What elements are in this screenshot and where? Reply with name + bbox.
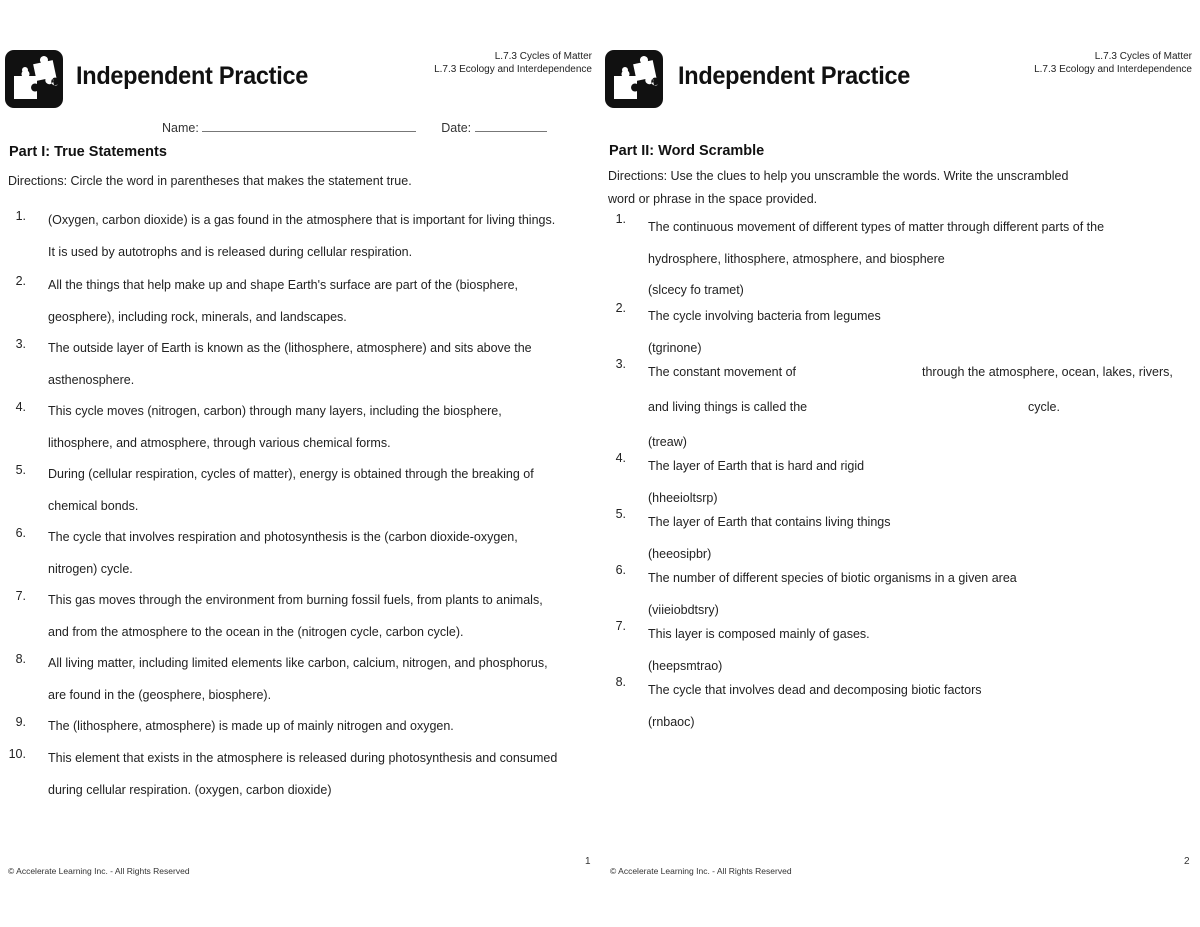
item-text: The cycle that involves dead and decomposing biotic factors — [648, 683, 982, 697]
list-item — [600, 563, 1200, 626]
list-item — [0, 459, 600, 522]
brand-title: Independent Practice — [678, 62, 911, 90]
item-text: The layer of Earth that is hard and rigid — [648, 459, 865, 473]
item-number: 8. — [15, 652, 26, 666]
list-item — [0, 585, 600, 648]
list-item — [600, 357, 1200, 458]
item-text: This element that exists in the atmosphere is released during photosynthesis and consumed — [48, 751, 558, 765]
puzzle-logo-icon — [5, 50, 63, 108]
item-text: This layer is composed mainly of gases. — [648, 627, 870, 641]
item-text: (Oxygen, carbon dioxide) is a gas found in the atmosphere that is important for living things. — [48, 213, 556, 227]
word-scramble-list — [600, 212, 1200, 738]
item-text: This cycle moves (nitrogen, carbon) through many layers, including the biosphere, — [48, 404, 502, 418]
item-number: 2. — [615, 301, 626, 315]
item-text: geosphere), including rock, minerals, and landscapes. — [48, 309, 347, 324]
item-number: 3. — [15, 337, 26, 351]
puzzle-logo-icon — [605, 50, 663, 108]
name-date-row — [162, 120, 547, 135]
standard-line: L.7.3 Ecology and Interdependence — [1034, 64, 1192, 75]
item-number: 4. — [15, 400, 26, 414]
scrambled-word: (heepsmtrao) — [648, 658, 723, 673]
list-item — [0, 205, 600, 270]
list-item — [600, 451, 1200, 514]
list-item — [0, 743, 600, 806]
scrambled-word: (heeosipbr) — [648, 546, 712, 561]
list-item — [0, 396, 600, 459]
item-number: 1. — [15, 209, 26, 223]
scrambled-word: (treaw) — [648, 434, 687, 449]
item-text: All the things that help make up and shape Earth's surface are part of the (biosphere, — [48, 278, 519, 292]
name-blank-line[interactable] — [202, 120, 416, 132]
item-text: All living matter, including limited elements like carbon, calcium, nitrogen, and phosphorus, — [48, 656, 548, 670]
item-text: lithosphere, and atmosphere, through various chemical forms. — [48, 435, 391, 450]
date-blank-line[interactable] — [475, 120, 547, 132]
item-text: The cycle that involves respiration and photosynthesis is the (carbon dioxide-oxygen, — [48, 530, 518, 544]
date-label: Date: — [441, 121, 472, 135]
scrambled-word: (slcecy fo tramet) — [648, 283, 744, 297]
item-number: 9. — [15, 715, 26, 729]
item-text: are found in the (geosphere, biosphere). — [48, 687, 272, 702]
item-text: chemical bonds. — [48, 498, 139, 513]
list-item — [0, 333, 600, 396]
item-number: 6. — [615, 563, 626, 577]
list-item — [600, 619, 1200, 682]
copyright: © Accelerate Learning Inc. - All Rights Reserved — [610, 866, 792, 876]
part-title: Part I: True Statements — [9, 144, 167, 160]
item-text: This gas moves through the environment from burning fossil fuels, from plants to animals, — [48, 593, 543, 607]
item-text: During (cellular respiration, cycles of matter), energy is obtained through the breaking of — [48, 467, 534, 481]
standards-label — [1034, 50, 1192, 76]
item-number: 6. — [15, 526, 26, 540]
item-text: The number of different species of biotic organisms in a given area — [648, 571, 1017, 585]
list-item — [600, 507, 1200, 570]
standard-line: L.7.3 Cycles of Matter — [1094, 51, 1192, 62]
page-number: 1 — [585, 856, 591, 867]
item-text: asthenosphere. — [48, 372, 135, 387]
item-text: The outside layer of Earth is known as the (lithosphere, atmosphere) and sits above the — [48, 341, 532, 355]
item-number: 5. — [15, 463, 26, 477]
item-text: through the atmosphere, ocean, lakes, rivers, — [922, 365, 1173, 379]
item-text-line — [648, 389, 1200, 425]
scrambled-word: (rnbaoc) — [648, 714, 695, 729]
item-number: 10. — [8, 747, 26, 761]
item-text-line — [648, 357, 1200, 389]
item-number: 1. — [615, 212, 626, 226]
list-item — [600, 212, 1200, 308]
brand-title: Independent Practice — [76, 62, 309, 90]
copyright: © Accelerate Learning Inc. - All Rights Reserved — [8, 866, 190, 876]
item-text: hydrosphere, lithosphere, atmosphere, and biosphere — [648, 251, 945, 266]
item-number: 5. — [615, 507, 626, 521]
item-number: 7. — [615, 619, 626, 633]
name-label: Name: — [162, 121, 199, 135]
standard-line: L.7.3 Ecology and Interdependence — [434, 64, 592, 75]
page-number: 2 — [1184, 856, 1190, 867]
item-number: 2. — [15, 274, 26, 288]
item-text: nitrogen) cycle. — [48, 561, 133, 576]
scrambled-word: (viieiobdtsry) — [648, 602, 719, 617]
list-item — [600, 675, 1200, 738]
item-text: The continuous movement of different types of matter through different parts of the — [648, 220, 1105, 234]
directions-line: Directions: Use the clues to help you unscramble the words. Write the unscrambled — [608, 169, 1069, 183]
item-text: during cellular respiration. (oxygen, carbon dioxide) — [48, 782, 332, 797]
true-statements-list — [0, 205, 600, 806]
list-item — [0, 648, 600, 711]
directions: Directions: Circle the word in parentheses that makes the statement true. — [8, 174, 412, 188]
list-item — [0, 711, 600, 743]
part-title: Part II: Word Scramble — [609, 143, 765, 159]
item-text: The cycle involving bacteria from legumes — [648, 309, 881, 323]
item-text: cycle. — [1028, 399, 1060, 414]
list-item — [600, 301, 1200, 364]
item-text: and from the atmosphere to the ocean in the (nitrogen cycle, carbon cycle). — [48, 624, 464, 639]
item-text: The (lithosphere, atmosphere) is made up of mainly nitrogen and oxygen. — [48, 719, 454, 733]
item-text: and living things is called the — [648, 399, 808, 414]
worksheet-page-2 — [600, 0, 1200, 927]
item-number: 8. — [615, 675, 626, 689]
item-text: The constant movement of — [648, 365, 796, 379]
item-number: 4. — [615, 451, 626, 465]
standards-label — [434, 50, 592, 76]
item-number: 7. — [15, 589, 26, 603]
directions-line: word or phrase in the space provided. — [608, 192, 818, 206]
item-text: The layer of Earth that contains living things — [648, 515, 891, 529]
scrambled-word: (tgrinone) — [648, 340, 702, 355]
list-item — [0, 270, 600, 333]
scrambled-word: (hheeioltsrp) — [648, 490, 718, 505]
standard-line: L.7.3 Cycles of Matter — [494, 51, 592, 62]
directions — [608, 165, 1068, 211]
list-item — [0, 522, 600, 585]
item-text: It is used by autotrophs and is released during cellular respiration. — [48, 244, 413, 259]
item-number: 3. — [615, 357, 626, 371]
